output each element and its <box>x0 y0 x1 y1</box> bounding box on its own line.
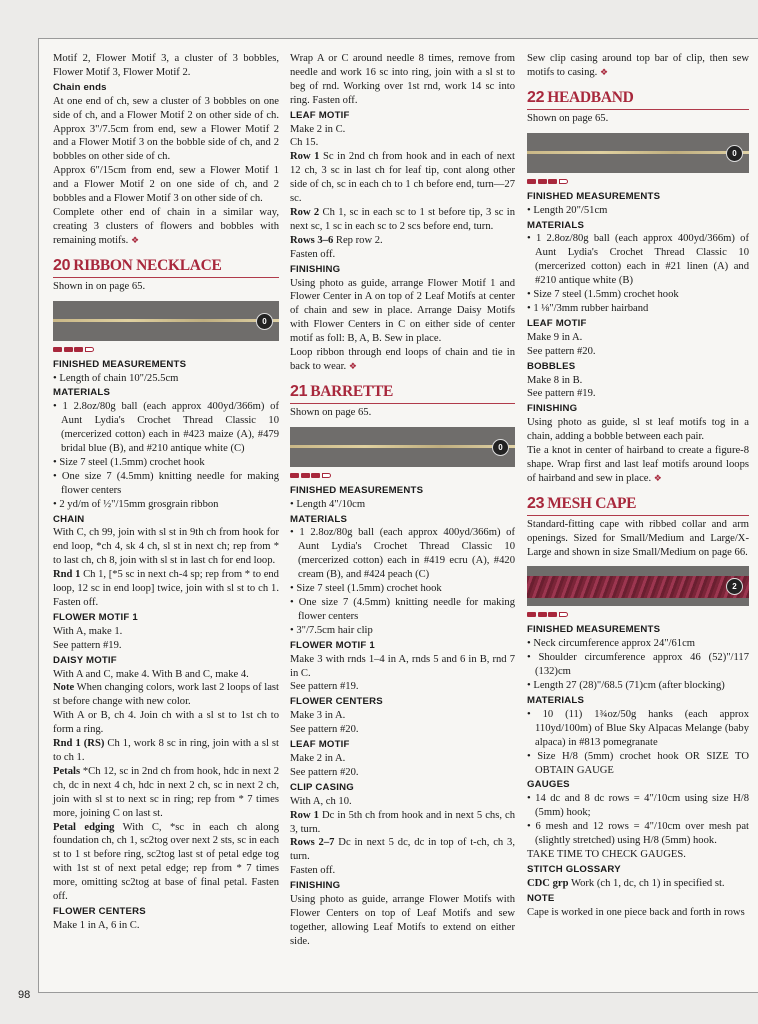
paragraph-text: Rep row 2. <box>333 234 383 246</box>
list <box>290 498 515 512</box>
section-name: HEADBAND <box>547 88 634 106</box>
paragraph <box>53 765 279 821</box>
heading: FLOWER CENTERS <box>53 905 146 917</box>
paragraph <box>290 346 515 374</box>
section-title-23 <box>527 494 749 516</box>
skill-level-icon <box>527 179 749 184</box>
section-title-20 <box>53 256 279 278</box>
heading: LEAF MOTIF <box>290 739 350 751</box>
section-title-21 <box>290 382 515 404</box>
paragraph: See pattern #20. <box>290 766 359 778</box>
shown-on: Shown in on page 65. <box>53 280 146 292</box>
yarn-strand <box>290 445 515 448</box>
paragraph-text: With C, *sc in each ch along foundation ch, ch 1, sc2tog over next 2 sts, sc in each st to 1 st before ring, sc2tog last st of petal edge tog with 1st st of next petal edge; rep from * 7 times more, omitting sc2tog at base of final petal. Fasten off. <box>53 821 279 903</box>
skill-level-icon <box>53 347 279 352</box>
section-name: RIBBON NECKLACE <box>73 256 222 274</box>
list-item: • Size H/8 (5mm) crochet hook OR SIZE TO OBTAIN GAUGE <box>527 750 749 776</box>
row-label: Rows 2–7 <box>290 837 335 849</box>
paragraph-text: Ch 1, [*5 sc in next ch-4 sp; rep from * to end loop, 12 sc in end loop] twice, join with sl st to ch 1. Fasten off. <box>53 569 279 608</box>
paragraph <box>290 234 515 248</box>
heading: FINISHED MEASUREMENTS <box>290 484 424 496</box>
heading: FLOWER CENTERS <box>290 696 383 708</box>
paragraph: TAKE TIME TO CHECK GAUGES. <box>527 848 686 860</box>
yarn-strand <box>53 319 279 322</box>
paragraph: See pattern #20. <box>527 345 596 357</box>
heading: FINISHED MEASUREMENTS <box>527 190 661 202</box>
list-item: • Neck circumference approx 24"/61cm <box>527 638 696 650</box>
materials-list <box>53 400 279 511</box>
materials-list <box>290 526 515 637</box>
paragraph <box>53 206 279 248</box>
section-title-22 <box>527 88 749 110</box>
paragraph <box>290 206 515 234</box>
paragraph-text: Ch 1, sc in each sc to 1 st before tip, 3 sc in next sc, 1 sc in each sc to 2 scs before end, turn. <box>290 206 516 232</box>
list-item: • Length 20"/51cm <box>527 204 608 216</box>
list-item: • Length of chain 10"/25.5cm <box>53 372 179 384</box>
paragraph: With A, make 1. <box>53 625 123 637</box>
paragraph-text: Dc in 5th ch from hook and in next 5 chs, ch 3, turn. <box>290 809 515 835</box>
heading: MATERIALS <box>53 387 111 399</box>
heading: MATERIALS <box>290 513 348 525</box>
heading: FINISHING <box>290 263 341 275</box>
heading: FINISHING <box>527 403 578 415</box>
paragraph-text: Sew clip casing around top bar of clip, then sew motifs to casing. <box>527 53 749 78</box>
paragraph: See pattern #20. <box>290 724 359 736</box>
paragraph <box>53 821 279 904</box>
heading: DAISY MOTIF <box>53 654 117 666</box>
row-label: Row 1 <box>290 151 320 163</box>
project-photo <box>527 133 749 173</box>
paragraph-text: Tie a knot in center of hairband to create a figure-8 shape. Wrap first and last leaf motifs around loops of hairband and sew in place. <box>527 445 749 484</box>
paragraph: Make 3 in A. <box>290 710 346 722</box>
heading: BOBBLES <box>527 360 576 372</box>
paragraph: Using photo as guide, arrange Flower Motifs with Flower Centers on top of Leaf Motifs and sew together, allowing Leaf Motifs to extend on either side. <box>290 894 515 947</box>
paragraph <box>53 568 279 610</box>
column-2 <box>290 52 515 949</box>
list-item: • Length 4"/10cm <box>290 498 366 510</box>
heading: MATERIALS <box>527 695 585 706</box>
diamond-ornament-icon: ❖ <box>653 472 662 483</box>
section-number: 23 <box>527 494 545 512</box>
materials-list <box>527 232 749 315</box>
list-item: • 2 yd/m of ½"/15mm grosgrain ribbon <box>53 498 219 510</box>
list-item: • Shoulder circumference approx 46 (52)"/117 (132)cm <box>527 652 749 678</box>
heading: MATERIALS <box>527 219 585 231</box>
paragraph: Make 1 in A, 6 in C. <box>53 919 140 931</box>
heading: FINISHING <box>290 880 341 892</box>
diamond-ornament-icon: ❖ <box>599 66 609 77</box>
paragraph: Approx 6"/15cm from end, sew a Flower Motif 1 and a Flower Motif 2 on one side of ch, and 2 bobbles and a Flower Motif 3 on other side of ch. <box>53 165 279 205</box>
project-photo <box>527 566 749 606</box>
list-item: • One size 7 (4.5mm) knitting needle for making flower centers <box>53 470 279 496</box>
paragraph: Make 2 in C. <box>290 123 346 135</box>
row-label: Row 1 <box>290 809 319 821</box>
row-label: Rnd 1 <box>53 569 81 581</box>
paragraph-text: When changing colors, work last 2 loops of last st before change with new color. <box>53 682 279 708</box>
paragraph-text: Loop ribbon through end loops of chain and tie in back to wear. <box>290 347 515 372</box>
list-item: • Size 7 steel (1.5mm) crochet hook <box>53 456 205 468</box>
list-item: • 1 ⅛"/3mm rubber hairband <box>527 302 649 314</box>
paragraph: Make 8 in B. <box>527 374 583 386</box>
paragraph: See pattern #19. <box>290 681 359 693</box>
paragraph: See pattern #19. <box>53 639 122 651</box>
paragraph <box>290 809 515 837</box>
heading: FLOWER MOTIF 1 <box>290 639 375 651</box>
paragraph <box>527 52 749 80</box>
materials-list <box>527 708 749 778</box>
list <box>527 637 749 693</box>
paragraph: Standard-fitting cape with ribbed collar and arm openings. Sized for Small/Medium and Large/X-Large and shown in size Small/Medium on page 66. <box>527 518 749 558</box>
row-label: Note <box>53 682 75 694</box>
heading: FINISHED MEASUREMENTS <box>53 358 187 370</box>
paragraph: With C, ch 99, join with sl st in 9th ch from hook for end loop, *ch 4, sk 4 ch, sl st in next ch; rep from * to last ch, ch 8, join with sl st in last ch for end loop. <box>53 527 279 567</box>
skill-level-icon <box>290 473 515 478</box>
paragraph: Wrap A or C around needle 8 times, remove from needle and work 16 sc into ring, join with a sl st to beg of rnd. Working over 1st rnd, work 14 sc into ring. Fasten off. <box>290 53 515 106</box>
list-item: • 3"/7.5cm hair clip <box>290 624 373 636</box>
paragraph-text: Ch 1, work 8 sc in ring, join with a sl st to ch 1. <box>53 738 279 763</box>
diamond-ornament-icon: ❖ <box>348 360 357 371</box>
paragraph: Make 3 with rnds 1–4 in A, rnds 5 and 6 in B, rnd 7 in C. <box>290 653 515 679</box>
heading: STITCH GLOSSARY <box>527 863 621 875</box>
section-name: BARRETTE <box>310 382 394 400</box>
list-item: • Size 7 steel (1.5mm) crochet hook <box>527 289 679 301</box>
paragraph <box>290 150 515 206</box>
shown-on: Shown on page 65. <box>290 406 372 418</box>
paragraph: Motif 2, Flower Motif 3, a cluster of 3 bobbles, Flower Motif 3, Flower Motif 2. <box>53 53 279 78</box>
paragraph: Using photo as guide, sl st leaf motifs tog in a chain, adding a bobble between each pair. <box>527 417 749 443</box>
paragraph: Cape is worked in one piece back and forth in rows <box>527 906 745 918</box>
paragraph: With A, ch 10. <box>290 795 352 807</box>
paragraph: Fasten off. <box>290 248 336 260</box>
paragraph <box>527 877 749 891</box>
heading: FLOWER MOTIF 1 <box>53 611 138 623</box>
project-photo <box>53 301 279 341</box>
heading: CLIP CASING <box>290 781 354 793</box>
list-item: • Length 27 (28)"/68.5 (71)cm (after blocking) <box>527 680 725 692</box>
yarn-strand <box>527 151 749 154</box>
list-item: • 1 2.8oz/80g ball (each approx 400yd/366m) of Aunt Lydia's Crochet Thread Classic 10 (mercerized cotton) each in #419 ecru (A), #420 cream (B), and #424 peach (C) <box>290 527 515 581</box>
paragraph: Make 2 in A. <box>290 752 346 764</box>
paragraph-text: Sc in 2nd ch from hook and in each of next 12 ch, 3 sc in last ch for leaf tip, cont along other side of ch, sc in each ch to 1 ch before end, turn—27 sc. <box>290 151 516 205</box>
yarn-weight-badge: 2 <box>726 578 743 595</box>
yarn-weight-badge: 0 <box>492 439 509 456</box>
page-number: 98 <box>18 989 31 1001</box>
paragraph: Ch 15. <box>290 137 319 149</box>
yarn-weight-badge: 0 <box>726 145 743 162</box>
yarn-strand <box>527 576 749 598</box>
column-1 <box>53 52 279 933</box>
paragraph: See pattern #19. <box>527 388 596 400</box>
list <box>527 204 749 218</box>
paragraph-text: Dc in next 5 dc, dc in top of t-ch, ch 3, turn. <box>290 837 515 863</box>
paragraph-text: *Ch 12, sc in 2nd ch from hook, hdc in next 2 ch, dc in next 4 ch, hdc in next 2 ch, sc in next 2 ch, join with sl st to next sc in ring; rep from * 7 times more, joining C on last st. <box>53 765 279 819</box>
row-label: Rows 3–6 <box>290 234 334 246</box>
row-label: CDC grp <box>527 877 569 889</box>
project-photo <box>290 427 515 467</box>
yarn-weight-badge: 0 <box>256 313 273 330</box>
list-item: • Size 7 steel (1.5mm) crochet hook <box>290 583 442 595</box>
shown-on: Shown on page 65. <box>527 112 609 124</box>
list-item: • 1 2.8oz/80g ball (each approx 400yd/366m) of Aunt Lydia's Crochet Thread Classic 10 (mercerized cotton) each in #21 linen (A) and #210 antique white (B) <box>527 233 749 287</box>
list-item: • 6 mesh and 12 rows = 4"/10cm over mesh pat (slightly stretched) using H/8 (5mm) hook. <box>527 821 749 847</box>
paragraph: Using photo as guide, arrange Flower Motif 1 and Flower Center in A on top of 2 Leaf Motifs at center of chain and sew in place. Arrange Daisy Motifs with Flower Centers in C on either side of center motif as foll: B, A, B. Sew in place. <box>290 277 515 345</box>
subheading: Chain ends <box>53 81 107 93</box>
column-3 <box>527 52 749 920</box>
list-item: • One size 7 (4.5mm) knitting needle for making flower centers <box>290 597 515 622</box>
paragraph: At one end of ch, sew a cluster of 3 bobbles on one side of ch, and a Flower Motif 2 on other side of ch. Approx 3"/7.5cm from end, sew a Flower Motif 2 and a Flower Motif 3 on the bobble side of ch, and 2 bobbles on other side of ch. <box>53 95 279 163</box>
paragraph: With A or B, ch 4. Join ch with a sl st to 1st ch to form a ring. <box>53 710 279 736</box>
list-item: • 10 (11) 1¾oz/50g hanks (each approx 110yd/100m) of Blue Sky Alpacas Melange (baby alpaca) in #813 pomegranate <box>527 708 749 748</box>
heading: GAUGES <box>527 779 570 791</box>
row-label: Rnd 1 (RS) <box>53 738 105 750</box>
heading: CHAIN <box>53 513 85 525</box>
section-name: MESH CAPE <box>547 494 637 512</box>
row-label: Row 2 <box>290 206 320 218</box>
paragraph: Make 9 in A. <box>527 331 583 343</box>
row-label: Petal edging <box>53 821 115 833</box>
heading: LEAF MOTIF <box>290 109 350 121</box>
paragraph <box>290 836 515 864</box>
paragraph <box>53 681 279 709</box>
skill-level-icon <box>527 612 749 617</box>
section-number: 22 <box>527 88 545 106</box>
section-number: 21 <box>290 382 308 400</box>
gauges-list <box>527 792 749 848</box>
paragraph <box>53 737 279 765</box>
list-item: • 14 dc and 8 dc rows = 4"/10cm using size H/8 (5mm) hook; <box>527 793 749 819</box>
paragraph: With A and C, make 4. With B and C, make 4. <box>53 668 249 680</box>
paragraph: Fasten off. <box>290 865 336 877</box>
paragraph-text: Work (ch 1, dc, ch 1) in specified st. <box>568 877 725 889</box>
heading: LEAF MOTIF <box>527 317 587 329</box>
heading: FINISHED MEASUREMENTS <box>527 624 661 636</box>
list-item: • 1 2.8oz/80g ball (each approx 400yd/366m) of Aunt Lydia's Crochet Thread Classic 10 (mercerized cotton) each in #423 maize (A), #479 bridal blue (B), and #210 antique white (C) <box>53 401 279 455</box>
diamond-ornament-icon: ❖ <box>130 234 140 245</box>
row-label: Petals <box>53 765 81 777</box>
section-number: 20 <box>53 256 71 274</box>
list <box>53 372 279 386</box>
heading: NOTE <box>527 892 555 904</box>
paragraph <box>527 444 749 486</box>
paragraph-text: Complete other end of chain in a similar way, creating 3 clusters of flowers and bobbles with remaining motifs. <box>53 206 279 246</box>
